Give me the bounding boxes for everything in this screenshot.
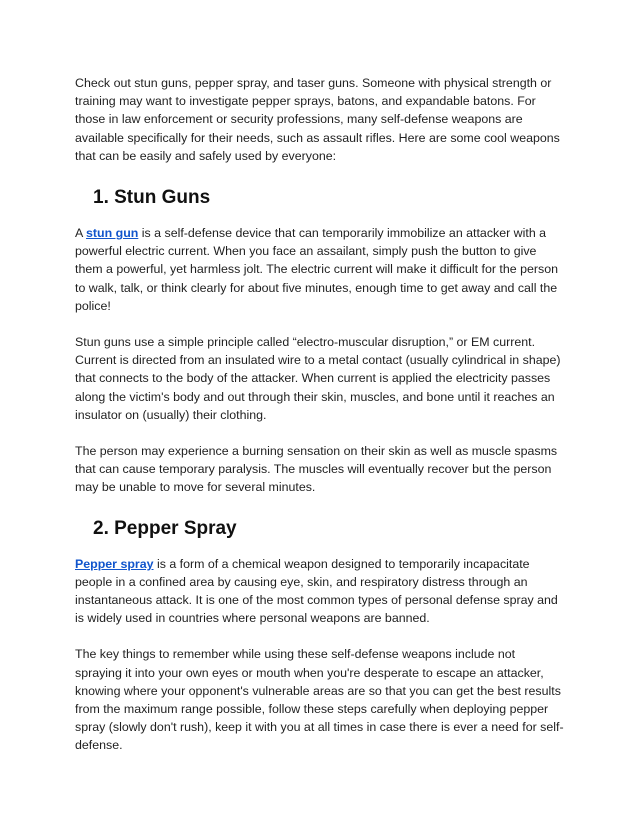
stun-gun-paragraph-1-text: is a self-defense device that can temporarily immobilize an attacker with a powerful electric current. When you face an assailant, simply push the button to give them a powerful, yet harmless jolt. The electric current will make it difficult for the person to walk, talk, or think clearly for about five minutes, enough time to get away and call the police! xyxy=(75,226,558,313)
stun-gun-paragraph-1 xyxy=(75,224,565,315)
section-heading-stun-guns: 1. Stun Guns xyxy=(93,187,211,209)
stun-gun-paragraph-2: Stun guns use a simple principle called “electro-muscular disruption,” or EM current. Current is directed from an insulated wire to a metal contact (usually cylindrical in shape) that connects to the body of the attacker. When current is applied the electricity passes along the victim's body and out through their skin, muscles, and bone until it reaches an insulator on (usually) their clothing. xyxy=(75,335,561,422)
pepper-spray-paragraph-2: The key things to remember while using these self-defense weapons include not spraying it into your own eyes or mouth when you're desperate to escape an attacker, knowing where your opponent's vulnerable areas are so that you can get the best results from the maximum range possible, follow these steps carefully when deploying pepper spray (slowly don't rush), keep it with you at all times in case there is ever a need for self-defense. xyxy=(75,647,564,753)
pepper-spray-link[interactable]: Pepper spray xyxy=(75,556,154,571)
pepper-spray-paragraph-1 xyxy=(75,555,565,628)
stun-gun-paragraph-3: The person may experience a burning sensation on their skin as well as muscle spasms that can cause temporary paralysis. The muscles will eventually recover but the person may be unable to move for several minutes. xyxy=(75,444,558,495)
intro-paragraph: Check out stun guns, pepper spray, and taser guns. Someone with physical strength or training may want to investigate pepper sprays, batons, and expandable batons. For those in law enforcement or security professions, many self-defense weapons are available specifically for their needs, such as assault rifles. Here are some cool weapons that can be easily and safely used by everyone: xyxy=(75,76,560,163)
section-heading-pepper-spray: 2. Pepper Spray xyxy=(93,517,237,539)
stun-gun-paragraph-1-prefix: A xyxy=(75,226,87,241)
stun-gun-link[interactable]: stun gun xyxy=(86,226,139,241)
pepper-spray-paragraph-1-text: is a form of a chemical weapon designed to temporarily incapacitate people in a confined area by causing eye, skin, and respiratory distress through an instantaneous attack. It is one of the most common types of personal defense spray and is widely used in countries where personal weapons are banned. xyxy=(75,556,558,626)
document-page xyxy=(75,74,565,755)
